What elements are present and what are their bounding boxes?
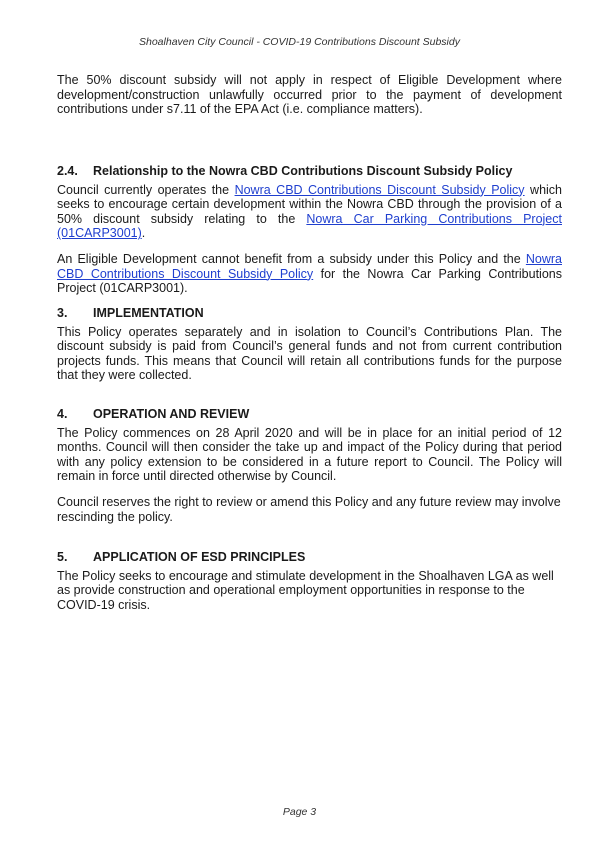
section-4-paragraph-2: Council reserves the right to review or amend this Policy and any future review may involve rescinding the policy.: [57, 494, 561, 524]
section-3-paragraph: This Policy operates separately and in isolation to Council’s Contributions Plan. The discount subsidy is paid from Council’s general funds and not from current contribution projects funds. This means that Council will retain all contributions funds for the purpose that they were collected.: [57, 324, 562, 383]
text-run: for the Nowra Car Parking Contributions Project (01CARP3001).: [57, 266, 562, 296]
nowra-car-parking-project-link[interactable]: Nowra Car Parking Contributions Project (01CARP3001): [57, 211, 562, 241]
section-3: [57, 306, 562, 383]
section-title: Relationship to the Nowra CBD Contributions Discount Subsidy Policy: [93, 164, 513, 178]
section-3-heading: [57, 306, 562, 321]
section-5-heading: [57, 550, 562, 565]
nowra-cbd-policy-link-2[interactable]: Nowra CBD Contributions Discount Subsidy Policy: [57, 251, 562, 281]
section-2-4-paragraph-1: [57, 183, 562, 241]
page-header: Shoalhaven City Council - COVID-19 Contributions Discount Subsidy: [139, 36, 460, 48]
section-4-heading: [57, 407, 562, 422]
section-number: 4.: [57, 407, 68, 421]
section-4: [57, 407, 562, 524]
section-title: APPLICATION OF ESD PRINCIPLES: [93, 550, 306, 564]
section-2-4: [57, 164, 562, 296]
section-number: 5.: [57, 550, 68, 564]
section-2-4-heading: [57, 164, 562, 179]
section-title: OPERATION AND REVIEW: [93, 407, 250, 421]
text-run: which seeks to encourage certain development within the Nowra CBD through the provision of a 50% discount subsidy relating to the: [57, 182, 562, 226]
intro-section: [57, 73, 562, 117]
intro-paragraph: The 50% discount subsidy will not apply in respect of Eligible Development where development/construction unlawfully occurred prior to the payment of development contributions under s7.11 of the EPA Act (i.e. compliance matters).: [57, 73, 562, 117]
text-run: .: [141, 226, 146, 241]
section-5: [57, 550, 562, 612]
section-2-4-paragraph-2: [57, 252, 562, 296]
section-number: 2.4.: [57, 164, 78, 178]
section-title: IMPLEMENTATION: [93, 306, 204, 320]
text-run: Council currently operates the: [57, 182, 235, 197]
text-run: An Eligible Development cannot benefit from a subsidy under this Policy and the: [57, 251, 526, 266]
section-4-paragraph-1: The Policy commences on 28 April 2020 and will be in place for an initial period of 12 months. Council will then consider the take up and impact of the Policy during that period with any policy extension to be considered in a future report to Council. The Policy will remain in force until directed otherwise by Council.: [57, 425, 562, 484]
page-number: Page 3: [282, 806, 317, 818]
section-5-paragraph: The Policy seeks to encourage and stimulate development in the Shoalhaven LGA as well as provide construction and operational employment opportunities in response to the COVID-19 crisis.: [57, 568, 554, 612]
section-number: 3.: [57, 306, 68, 320]
nowra-cbd-policy-link[interactable]: Nowra CBD Contributions Discount Subsidy Policy: [234, 182, 525, 197]
